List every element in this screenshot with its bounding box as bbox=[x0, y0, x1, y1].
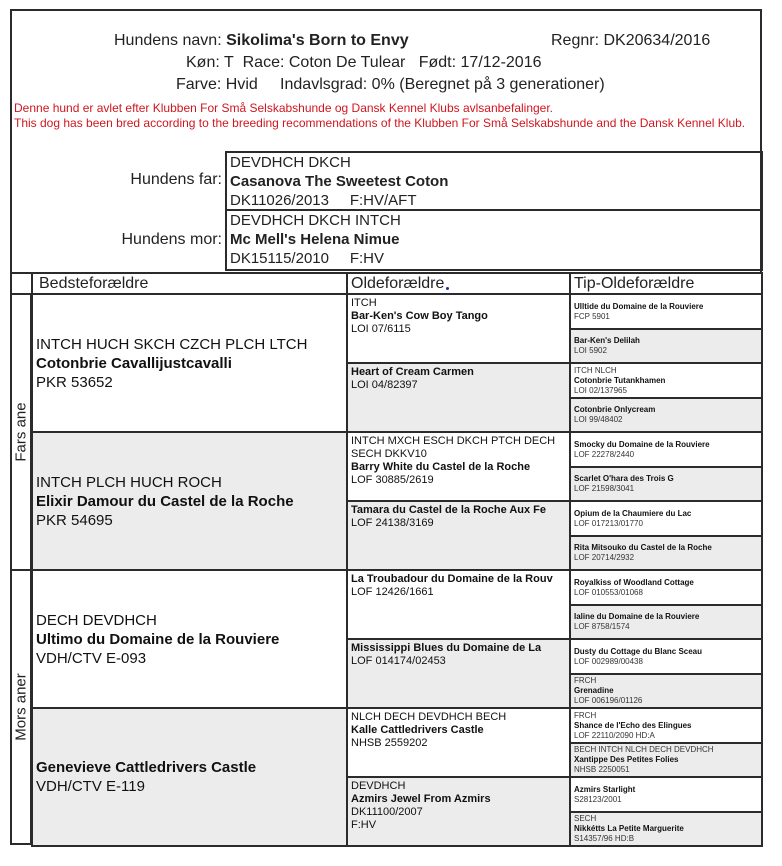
grandparent-cell-reg: VDH/CTV E-093 bbox=[36, 649, 147, 667]
header-great-great-grandparents: Tip-Oldeforældre bbox=[569, 272, 763, 295]
dam-name: Mc Mell's Helena Nimue bbox=[230, 231, 400, 248]
great-great-grandparent-cell-name: Rita Mitsouko du Castel de la Roche bbox=[574, 543, 712, 552]
great-great-grandparent-cell-name: Cotonbrie Tutankhamen bbox=[574, 375, 666, 385]
great-great-grandparent-cell-titles: FRCH bbox=[574, 710, 597, 720]
great-great-grandparent-cell bbox=[569, 638, 763, 675]
grandparent-cell-reg: PKR 54695 bbox=[36, 511, 113, 529]
great-great-grandparent-cell bbox=[569, 673, 763, 709]
color-inbreeding-line bbox=[176, 76, 605, 94]
inbreeding-label: Indavlsgrad: bbox=[280, 76, 368, 93]
great-great-grandparent-cell-reg: LOI 5902 bbox=[574, 346, 607, 355]
grandparent-cell-titles: INTCH PLCH HUCH ROCH bbox=[36, 473, 222, 491]
sire-titles: DEVDHCH DKCH bbox=[230, 154, 351, 171]
great-great-grandparent-cell-reg: LOF 010553/01068 bbox=[574, 587, 643, 597]
color-label: Farve: bbox=[176, 76, 222, 93]
great-grandparent-cell-reg: NHSB 2559202 bbox=[351, 737, 428, 749]
notice-danish: Denne hund er avlet efter Klubben For Små Selskabshunde og Dansk Kennel Klubs avlsanbefalinger. bbox=[14, 101, 554, 115]
breed-value: Coton De Tulear bbox=[288, 54, 406, 71]
great-great-grandparent-cell-name: Royalkiss of Woodland Cottage bbox=[574, 577, 694, 587]
great-grandparent-cell bbox=[346, 776, 571, 847]
great-great-grandparent-cell-reg: LOF 017213/01770 bbox=[574, 518, 643, 528]
blue-dot-marker bbox=[446, 287, 449, 290]
great-great-grandparent-cell bbox=[569, 811, 763, 847]
great-grandparent-cell-titles: NLCH DECH DEVDHCH BECH bbox=[351, 711, 507, 723]
sire-side-strip bbox=[10, 293, 32, 571]
great-great-grandparent-cell-name: Nikkétts La Petite Marguerite bbox=[574, 824, 684, 833]
great-great-grandparent-cell-reg: S28123/2001 bbox=[574, 794, 622, 804]
dog-name-label: Hundens navn: bbox=[114, 32, 222, 49]
great-great-grandparent-cell bbox=[569, 742, 763, 778]
great-great-grandparent-cell-name: Scarlet O'hara des Trois G bbox=[574, 474, 674, 483]
great-great-grandparent-cell bbox=[569, 776, 763, 813]
great-great-grandparent-cell-name: Smocky du Domaine de la Rouviere bbox=[574, 439, 710, 449]
great-great-grandparent-cell-name: Cotonbrie Onlycream bbox=[574, 405, 656, 414]
great-great-grandparent-cell bbox=[569, 328, 763, 364]
great-grandparent-cell-extra: F:HV bbox=[351, 819, 377, 831]
sire-extra: F:HV/AFT bbox=[349, 192, 417, 209]
great-grandparent-cell bbox=[346, 500, 571, 571]
great-great-grandparent-cell-reg: FCP 5901 bbox=[574, 311, 610, 321]
great-grandparent-cell-reg: LOF 24138/3169 bbox=[351, 517, 434, 529]
sire-reg: DK11026/2013 bbox=[230, 192, 329, 209]
grandparent-cell-name: Genevieve Cattledrivers Castle bbox=[36, 759, 257, 776]
great-great-grandparent-cell bbox=[569, 604, 763, 640]
great-great-grandparent-cell-reg: LOF 22278/2440 bbox=[574, 449, 635, 459]
great-grandparent-cell-reg: LOI 07/6115 bbox=[351, 323, 411, 335]
great-great-grandparent-cell-reg: LOF 8758/1574 bbox=[574, 622, 630, 631]
sire-label: Hundens far: bbox=[130, 171, 222, 188]
inbreeding-value: 0% (Beregnet på 3 generationer) bbox=[371, 76, 605, 93]
great-great-grandparent-cell bbox=[569, 500, 763, 537]
great-grandparent-cell bbox=[346, 431, 571, 502]
great-great-grandparent-cell-reg: NHSB 2250051 bbox=[574, 765, 630, 774]
born-label: Født: bbox=[418, 54, 457, 71]
great-great-grandparent-cell-reg: LOF 002989/00438 bbox=[574, 656, 643, 666]
great-great-grandparent-cell bbox=[569, 431, 763, 468]
sire-name: Casanova The Sweetest Coton bbox=[230, 173, 449, 190]
regnr-line bbox=[551, 32, 710, 50]
great-great-grandparent-cell-name: Shance de l'Echo des Elingues bbox=[574, 720, 692, 730]
dam-extra: F:HV bbox=[349, 250, 384, 267]
great-grandparent-cell-reg: LOI 04/82397 bbox=[351, 379, 418, 391]
great-great-grandparent-cell-reg: S14357/96 HD:B bbox=[574, 834, 635, 843]
header-great-grandparents bbox=[346, 272, 571, 295]
great-grandparent-cell-name: Azmirs Jewel From Azmirs bbox=[351, 793, 491, 805]
great-grandparent-cell-titles: DEVDHCH bbox=[351, 780, 406, 792]
grandparent-cell-reg: PKR 53652 bbox=[36, 373, 113, 391]
great-great-grandparent-cell-titles: BECH INTCH NLCH DECH DEVDHCH bbox=[574, 745, 714, 754]
great-grandparent-cell-name: Tamara du Castel de la Roche Aux Fe bbox=[351, 504, 547, 516]
great-grandparent-cell-titles: ITCH bbox=[351, 297, 377, 309]
great-grandparent-cell-name: Mississippi Blues du Domaine de La bbox=[351, 642, 542, 654]
grandparent-cell-titles: DECH DEVDHCH bbox=[36, 611, 157, 629]
header-blank bbox=[10, 272, 33, 295]
great-great-grandparent-cell-name: Opium de la Chaumiere du Lac bbox=[574, 508, 692, 518]
grandparent-cell bbox=[31, 569, 348, 709]
great-great-grandparent-cell-name: Ulltide du Domaine de la Rouviere bbox=[574, 301, 704, 311]
great-great-grandparent-cell bbox=[569, 293, 763, 330]
great-grandparent-cell-reg: LOF 12426/1661 bbox=[351, 586, 434, 598]
dam-titles: DEVDHCH DKCH INTCH bbox=[230, 212, 401, 229]
great-grandparent-cell-name: Kalle Cattledrivers Castle bbox=[351, 724, 484, 736]
great-great-grandparent-cell-reg: LOF 006196/01126 bbox=[574, 696, 643, 705]
great-grandparent-cell-name: La Troubadour du Domaine de la Rouv bbox=[351, 573, 553, 585]
sire-reg-line bbox=[230, 191, 761, 210]
great-grandparent-cell-name: Bar-Ken's Cow Boy Tango bbox=[351, 310, 488, 322]
great-grandparent-cell-titles: INTCH MXCH ESCH DKCH PTCH DECH SECH DKKV10 bbox=[351, 435, 556, 460]
great-great-grandparent-cell bbox=[569, 466, 763, 502]
great-great-grandparent-cell-titles: FRCH bbox=[574, 676, 597, 685]
great-grandparent-cell bbox=[346, 707, 571, 778]
sex-label: Køn: bbox=[186, 54, 220, 71]
dam-reg: DK15115/2010 bbox=[230, 250, 329, 267]
great-great-grandparent-cell bbox=[569, 535, 763, 571]
great-great-grandparent-cell-name: Xantippe Des Petites Folies bbox=[574, 755, 679, 764]
dog-name-line bbox=[114, 32, 409, 50]
great-great-grandparent-cell-name: Grenadine bbox=[574, 686, 614, 695]
great-great-grandparent-cell-name: Azmirs Starlight bbox=[574, 784, 636, 794]
great-great-grandparent-cell-titles: SECH bbox=[574, 814, 597, 823]
great-grandparent-cell bbox=[346, 293, 571, 364]
great-grandparent-cell-reg: LOF 30885/2619 bbox=[351, 474, 434, 486]
great-great-grandparent-cell-reg: LOI 02/137965 bbox=[574, 385, 627, 395]
grandparent-cell-reg: VDH/CTV E-119 bbox=[36, 778, 145, 795]
regnr-label: Regnr: bbox=[551, 32, 600, 49]
great-great-grandparent-cell-titles: ITCH NLCH bbox=[574, 365, 617, 375]
great-great-grandparent-cell-reg: LOF 20714/2932 bbox=[574, 553, 635, 562]
notice-english: This dog has been bred according to the breeding recommendations of the Klubben For Små Selskabshunde and the Dansk Kennel Klub. bbox=[14, 116, 746, 130]
grandparent-cell bbox=[31, 293, 348, 433]
grandparent-cell bbox=[31, 431, 348, 571]
great-great-grandparent-cell bbox=[569, 397, 763, 433]
great-grandparent-cell-name: Barry White du Castel de la Roche bbox=[351, 461, 531, 473]
sire-box bbox=[225, 151, 763, 211]
great-grandparent-cell bbox=[346, 362, 571, 433]
color-value: Hvid bbox=[225, 76, 258, 93]
grandparent-cell-name: Cotonbrie Cavallijustcavalli bbox=[36, 354, 232, 372]
great-grandparent-cell-reg: DK11100/2007 bbox=[351, 806, 423, 818]
great-grandparent-cell-reg: LOF 014174/02453 bbox=[351, 655, 446, 667]
breed-label: Race: bbox=[242, 54, 285, 71]
header-great-grandparents-label: Oldeforældre bbox=[351, 275, 445, 292]
sire-side-label: Fars ane bbox=[12, 402, 30, 462]
great-grandparent-cell bbox=[346, 569, 571, 640]
sex-breed-born-line bbox=[186, 54, 542, 72]
grandparent-cell-name: Elixir Damour du Castel de la Roche bbox=[36, 492, 294, 510]
parents-block bbox=[225, 151, 763, 271]
grandparent-cell bbox=[31, 707, 348, 847]
great-great-grandparent-cell-reg: LOF 22110/2090 HD:A bbox=[574, 730, 655, 740]
grandparent-cell-name: Ultimo du Domaine de la Rouviere bbox=[36, 630, 280, 648]
great-great-grandparent-cell bbox=[569, 362, 763, 399]
great-grandparent-cell bbox=[346, 638, 571, 709]
great-grandparent-cell-name: Heart of Cream Carmen bbox=[351, 366, 474, 378]
header-grandparents: Bedsteforældre bbox=[31, 272, 348, 295]
great-great-grandparent-cell-name: Ialine du Domaine de la Rouviere bbox=[574, 612, 700, 621]
great-great-grandparent-cell-reg: LOF 21598/3041 bbox=[574, 484, 635, 493]
great-great-grandparent-cell-name: Dusty du Cottage du Blanc Sceau bbox=[574, 646, 703, 656]
dam-box bbox=[225, 209, 763, 271]
dam-side-strip bbox=[10, 569, 32, 845]
dam-reg-line bbox=[230, 249, 761, 268]
grandparent-cell-titles: INTCH HUCH SKCH CZCH PLCH LTCH bbox=[36, 335, 308, 353]
dam-label: Hundens mor: bbox=[121, 231, 222, 248]
dam-side-label: Mors aner bbox=[12, 673, 30, 741]
dog-name: Sikolima's Born to Envy bbox=[226, 32, 409, 49]
great-great-grandparent-cell-reg: LOI 99/48402 bbox=[574, 415, 623, 424]
born-value: 17/12-2016 bbox=[460, 54, 542, 71]
regnr-value: DK20634/2016 bbox=[603, 32, 711, 49]
great-great-grandparent-cell bbox=[569, 569, 763, 606]
sex-value: T bbox=[223, 54, 234, 71]
great-great-grandparent-cell bbox=[569, 707, 763, 744]
great-great-grandparent-cell-name: Bar-Ken's Delilah bbox=[574, 336, 640, 345]
